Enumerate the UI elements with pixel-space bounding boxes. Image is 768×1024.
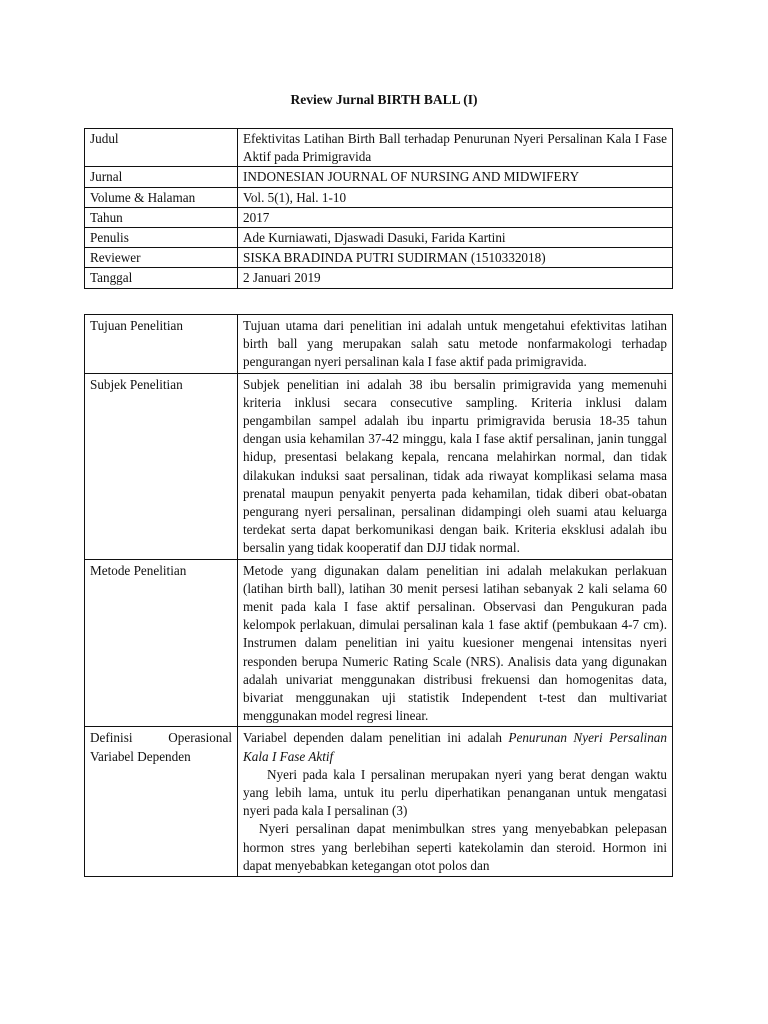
definisi-variable: Penurunan Nyeri Persalinan Kala I Fase Aktif [243, 730, 667, 764]
document-title: Review Jurnal BIRTH BALL (I) [290, 92, 478, 107]
penulis-value: Ade Kurniawati, Djaswadi Dasuki, Farida Kartini [238, 228, 673, 248]
tujuan-text: Tujuan utama dari penelitian ini adalah untuk mengetahui efektivitas latihan birth ball yang merupakan salah satu metode nonfarmakologi terhadap pengurangan nyeri persalinan kala I fase aktif pada primigravida. [238, 315, 673, 374]
table-row [85, 129, 673, 167]
tahun-label: Tahun [85, 207, 238, 227]
definisi-text [238, 727, 673, 877]
judul-value: Efektivitas Latihan Birth Ball terhadap Penurunan Nyeri Persalinan Kala I Fase Aktif pada Primigravida [238, 129, 673, 167]
table-row [85, 268, 673, 288]
review-table [84, 314, 673, 877]
table-row [85, 228, 673, 248]
definisi-paragraph-2: Nyeri persalinan dapat menimbulkan stres yang menyebabkan pelepasan hormon stres yang berlebihan seperti katekolamin dan steroid. Hormon ini dapat menyebabkan ketegangan otot polos dan [243, 821, 667, 873]
tahun-value: 2017 [238, 207, 673, 227]
table-row [85, 373, 673, 559]
definisi-intro-paragraph [243, 729, 667, 765]
table-row [85, 559, 673, 727]
judul-label: Judul [85, 129, 238, 167]
tujuan-label: Tujuan Penelitian [85, 315, 238, 374]
definisi-paragraph-1: Nyeri pada kala I persalinan merupakan nyeri yang berat dengan waktu yang lebih lama, untuk itu perlu diperhatikan penanganan untuk mengatasi nyeri pada kala I persalinan (3) [243, 766, 667, 819]
metode-label: Metode Penelitian [85, 559, 238, 727]
definisi-label-line1: Definisi Operasional [90, 730, 232, 746]
metode-text: Metode yang digunakan dalam penelitian ini adalah melakukan perlakuan (latihan birth ball), latihan 30 menit persesi latihan sebanyak 2 kali selama 60 menit pada kala I fase aktif persalinan. Observasi dan Pengukuran pada kelompok perlakuan, dimulai persalinan kala 1 fase aktif (pembukaan 4-7 cm). Instrumen dalam penelitian ini yaitu kuesioner mengenai intensitas nyeri responden berupa Numeric Rating Scale (NRS). Analisis data yang digunakan adalah univariat menggunakan distribusi frekuensi dan homogenitas data, bivariat menggunakan uji statistik Independent t-test dan multivariat menggunakan model regresi linear. [238, 559, 673, 727]
reviewer-value: SISKA BRADINDA PUTRI SUDIRMAN (1510332018) [238, 248, 673, 268]
tanggal-value: 2 Januari 2019 [238, 268, 673, 288]
table-row [85, 727, 673, 877]
definisi-label [85, 727, 238, 877]
subjek-label: Subjek Penelitian [85, 373, 238, 559]
penulis-label: Penulis [85, 228, 238, 248]
table-row [85, 167, 673, 187]
table-row [85, 315, 673, 374]
definisi-intro: Variabel dependen dalam penelitian ini adalah [243, 730, 503, 746]
subjek-text: Subjek penelitian ini adalah 38 ibu bersalin primigravida yang memenuhi kriteria inklusi secara consecutive sampling. Kriteria inklusi dalam pengambilan sampel adalah ibu inpartu primigravida berusia 18-35 tahun dengan usia kehamilan 37-42 minggu, kala I fase aktif persalinan, janin tunggal hidup, presentasi belakang kepala, rencana melahirkan normal, dan tidak dilakukan induksi saat persalinan, tidak ada riwayat komplikasi selama masa prenatal maupun penyakit penyerta pada kehamilan, tidak diberi obat-obatan pengurang nyeri persalinan, persalinan didampingi oleh suami atau keluarga terdekat serta dapat berkomunikasi dengan baik. Kriteria eksklusi adalah ibu bersalin yang tidak kooperatif dan DJJ tidak normal. [238, 373, 673, 559]
jurnal-label: Jurnal [85, 167, 238, 187]
table-row [85, 187, 673, 207]
definisi-label-line2: Variabel Dependen [90, 748, 191, 764]
volume-label: Volume & Halaman [85, 187, 238, 207]
table-row [85, 248, 673, 268]
journal-info-table [84, 128, 673, 289]
table-row [85, 207, 673, 227]
tanggal-label: Tanggal [85, 268, 238, 288]
reviewer-label: Reviewer [85, 248, 238, 268]
volume-value: Vol. 5(1), Hal. 1-10 [238, 187, 673, 207]
jurnal-value: INDONESIAN JOURNAL OF NURSING AND MIDWIFERY [238, 167, 673, 187]
